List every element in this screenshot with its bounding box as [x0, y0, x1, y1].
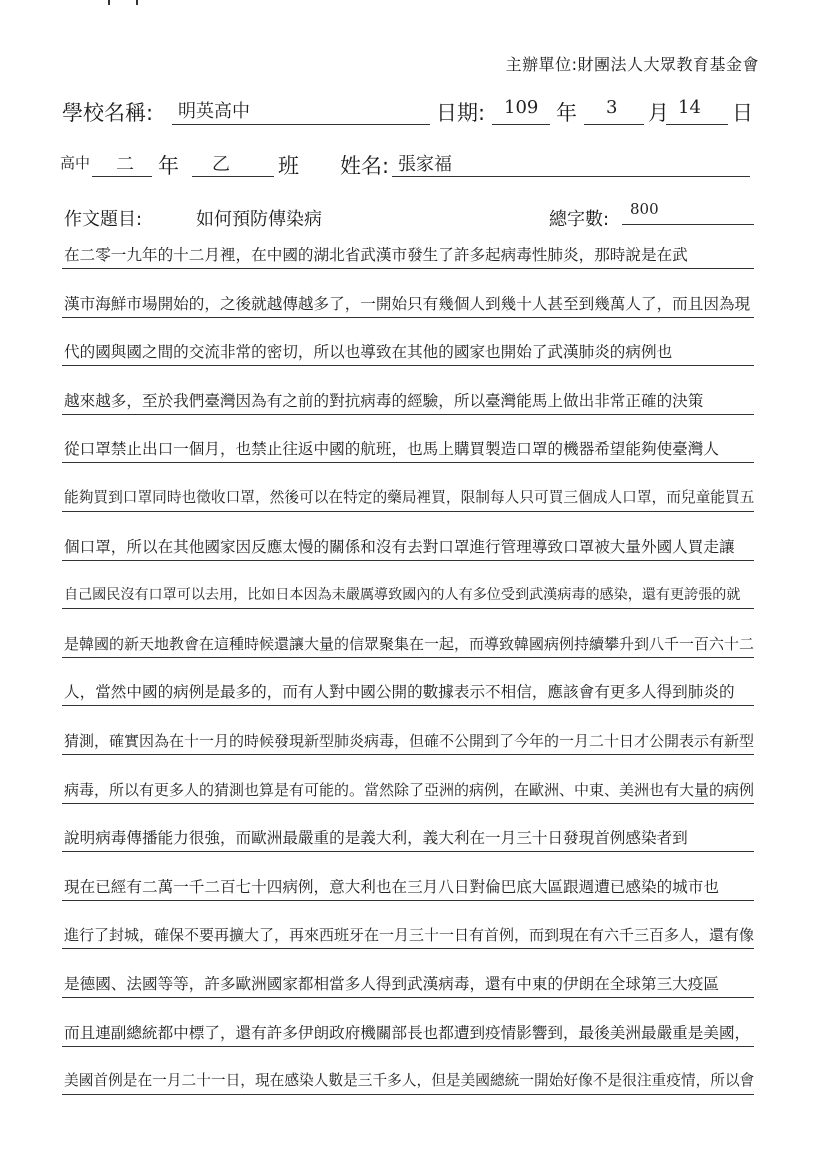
- essay-ruled-line: [62, 268, 754, 269]
- name-label: 姓名:: [340, 154, 390, 178]
- essay-ruled-line: [62, 900, 754, 901]
- topic-value: 如何預防傳染病: [196, 209, 322, 230]
- day-underline: [666, 124, 728, 125]
- essay-ruled-line: [62, 462, 754, 463]
- class-value: 乙: [212, 154, 230, 175]
- grade-underline: [92, 176, 152, 177]
- grade-value: 二: [116, 154, 134, 175]
- essay-ruled-line: [62, 705, 754, 706]
- essay-line-text: 是德國、法國等等，許多歐洲國家都相當多人得到武漢病毒，還有中東的伊朗在全球第三大疫區: [64, 975, 719, 993]
- school-level-mark: 高中: [60, 154, 91, 172]
- topic-label: 作文題目:: [64, 209, 143, 230]
- essay-ruled-line: [62, 1094, 754, 1095]
- word-count-value: 800: [630, 200, 659, 218]
- essay-line-text: 病毒，所以有更多人的猜測也算是有可能的。當然除了亞洲的病例，在歐洲、中東、美洲也有大量的病例: [64, 781, 754, 799]
- essay-ruled-line: [62, 1046, 754, 1047]
- essay-line-text: 說明病毒傳播能力很強，而歐洲最嚴重的是義大利，義大利在一月三十日發現首例感染者到: [64, 829, 688, 847]
- word-count-label: 總字數:: [549, 209, 610, 230]
- day-label: 日: [732, 101, 753, 125]
- school-name-underline: [172, 124, 430, 125]
- essay-line-text: 進行了封城，確保不要再擴大了，再來西班牙在一月三十一日有首例，而到現在有六千三百多人，還有像: [64, 926, 754, 944]
- essay-line-text: 猜測，確實因為在十一月的時候發現新型肺炎病毒，但確不公開到了今年的一月二十日才公開表示有新型: [64, 732, 754, 750]
- essay-ruled-line: [62, 560, 754, 561]
- month-value: 3: [606, 97, 618, 118]
- class-underline: [192, 176, 274, 177]
- essay-ruled-line: [62, 317, 754, 318]
- essay-ruled-line: [62, 948, 754, 949]
- essay-ruled-line: [62, 657, 754, 658]
- school-name-value: 明英高中: [178, 101, 250, 122]
- year-label: 年: [556, 101, 577, 125]
- month-underline: [584, 124, 644, 125]
- essay-line-text: 從口罩禁止出口一個月，也禁止往返中國的航班，也馬上購買製造口罩的機器希望能夠使臺灣人: [64, 440, 719, 458]
- name-underline: [392, 176, 750, 177]
- day-value: 14: [678, 97, 701, 118]
- year-underline: [492, 124, 550, 125]
- scan-edge-mark: [108, 0, 138, 5]
- class-label: 班: [278, 154, 299, 178]
- essay-ruled-line: [62, 997, 754, 998]
- essay-line-text: 是韓國的新天地教會在這種時候還讓大量的信眾聚集在一起，而導致韓國病例持續攀升到八千一百六十二: [64, 635, 754, 653]
- essay-line-text: 漢市海鮮市場開始的，之後就越傳越多了，一開始只有幾個人到幾十人甚至到幾萬人了，而且因為現: [64, 295, 751, 313]
- essay-line-text: 越來越多，至於我們臺灣因為有之前的對抗病毒的經驗，所以臺灣能馬上做出非常正確的決策: [64, 392, 704, 410]
- essay-ruled-line: [62, 803, 754, 804]
- essay-ruled-line: [62, 608, 754, 609]
- name-value: 張家福: [398, 154, 452, 175]
- essay-line-text: 美國首例是在一月二十一日，現在感染人數是三千多人，但是美國總統一開始好像不是很注重疫情，所以會: [64, 1072, 754, 1089]
- sponsor-line: 主辦單位:財團法人大眾教育基金會: [505, 55, 759, 74]
- word-count-underline: [622, 224, 754, 225]
- essay-ruled-line: [62, 414, 754, 415]
- school-name-label: 學校名稱:: [62, 101, 154, 125]
- essay-line-text: 而且連副總統都中標了，還有許多伊朗政府機關部長也都遭到疫情影響到，最後美洲最嚴重是美國，: [64, 1024, 751, 1042]
- essay-line-text: 能夠買到口罩同時也徵收口罩，然後可以在特定的藥局裡買，限制每人只可買三個成人口罩，而兒童能買五: [64, 489, 754, 506]
- essay-line-text: 代的國與國之間的交流非常的密切，所以也導致在其他的國家也開始了武漢肺炎的病例也: [64, 343, 673, 361]
- essay-line-text: 個口罩，所以在其他國家因反應太慢的關係和沒有去對口罩進行管理導致口罩被大量外國人買走讓: [64, 538, 735, 556]
- essay-line-text: 人，當然中國的病例是最多的，而有人對中國公開的數據表示不相信，應該會有更多人得到肺炎的: [64, 683, 735, 701]
- essay-ruled-line: [62, 851, 754, 852]
- essay-line-text: 在二零一九年的十二月裡，在中國的湖北省武漢市發生了許多起病毒性肺炎，那時說是在武: [64, 246, 688, 264]
- date-label: 日期:: [436, 101, 486, 125]
- essay-line-text: 現在已經有二萬一千二百七十四病例，意大利也在三月八日對倫巴底大區跟週遭已感染的城市也: [64, 878, 719, 896]
- year-value: 109: [504, 97, 539, 118]
- essay-ruled-line: [62, 365, 754, 366]
- month-label: 月: [648, 101, 669, 125]
- grade-label: 年: [158, 154, 179, 178]
- essay-ruled-line: [62, 511, 754, 512]
- essay-ruled-line: [62, 754, 754, 755]
- essay-line-text: 自己國民沒有口罩可以去用，比如日本因為未嚴厲導致國內的人有多位受到武漢病毒的感染，還有更誇張的就: [64, 587, 741, 603]
